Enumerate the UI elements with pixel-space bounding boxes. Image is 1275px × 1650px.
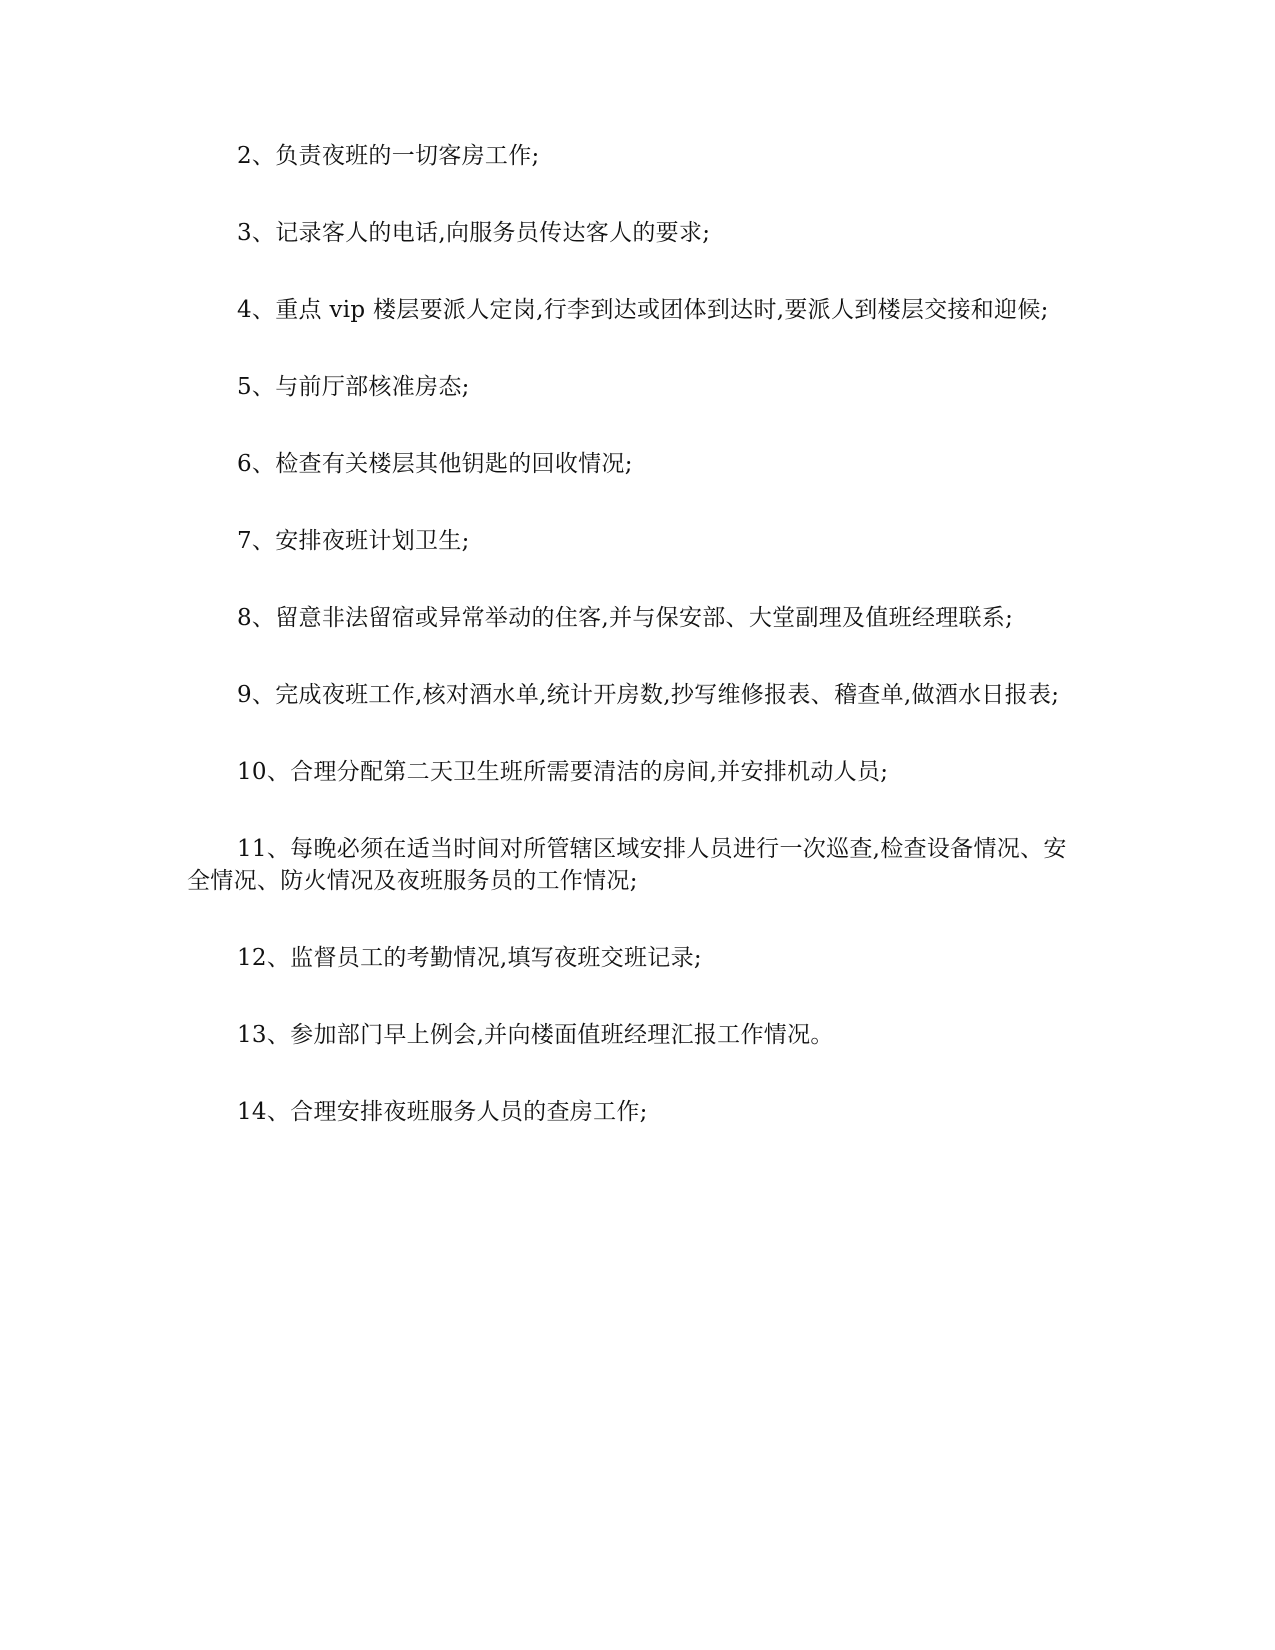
duty-item-10: 10、合理分配第二天卫生班所需要清洁的房间,并安排机动人员;	[237, 759, 889, 785]
duty-item-14: 14、合理安排夜班服务人员的查房工作;	[237, 1099, 648, 1125]
duty-item-7: 7、安排夜班计划卫生;	[237, 528, 470, 554]
duty-item-13: 13、参加部门早上例会,并向楼面值班经理汇报工作情况。	[237, 1022, 834, 1048]
duty-item-9: 9、完成夜班工作,核对酒水单,统计开房数,抄写维修报表、稽查单,做酒水日报表;	[237, 682, 1060, 708]
duty-item-6: 6、检查有关楼层其他钥匙的回收情况;	[237, 451, 633, 477]
duty-item-11: 11、每晚必须在适当时间对所管辖区域安排人员进行一次巡查,检查设备情况、安全情况、防火情况及夜班服务员的工作情况;	[187, 836, 1067, 894]
duty-item-12: 12、监督员工的考勤情况,填写夜班交班记录;	[237, 945, 702, 971]
duty-item-8: 8、留意非法留宿或异常举动的住客,并与保安部、大堂副理及值班经理联系;	[237, 605, 1014, 631]
document-body	[187, 140, 1087, 1173]
duty-item-5: 5、与前厅部核准房态;	[237, 374, 470, 400]
duty-item-4: 4、重点 vip 楼层要派人定岗,行李到达或团体到达时,要派人到楼层交接和迎候;	[237, 297, 1049, 323]
duty-item-3: 3、记录客人的电话,向服务员传达客人的要求;	[237, 220, 711, 246]
duty-item-2: 2、负责夜班的一切客房工作;	[237, 143, 540, 169]
